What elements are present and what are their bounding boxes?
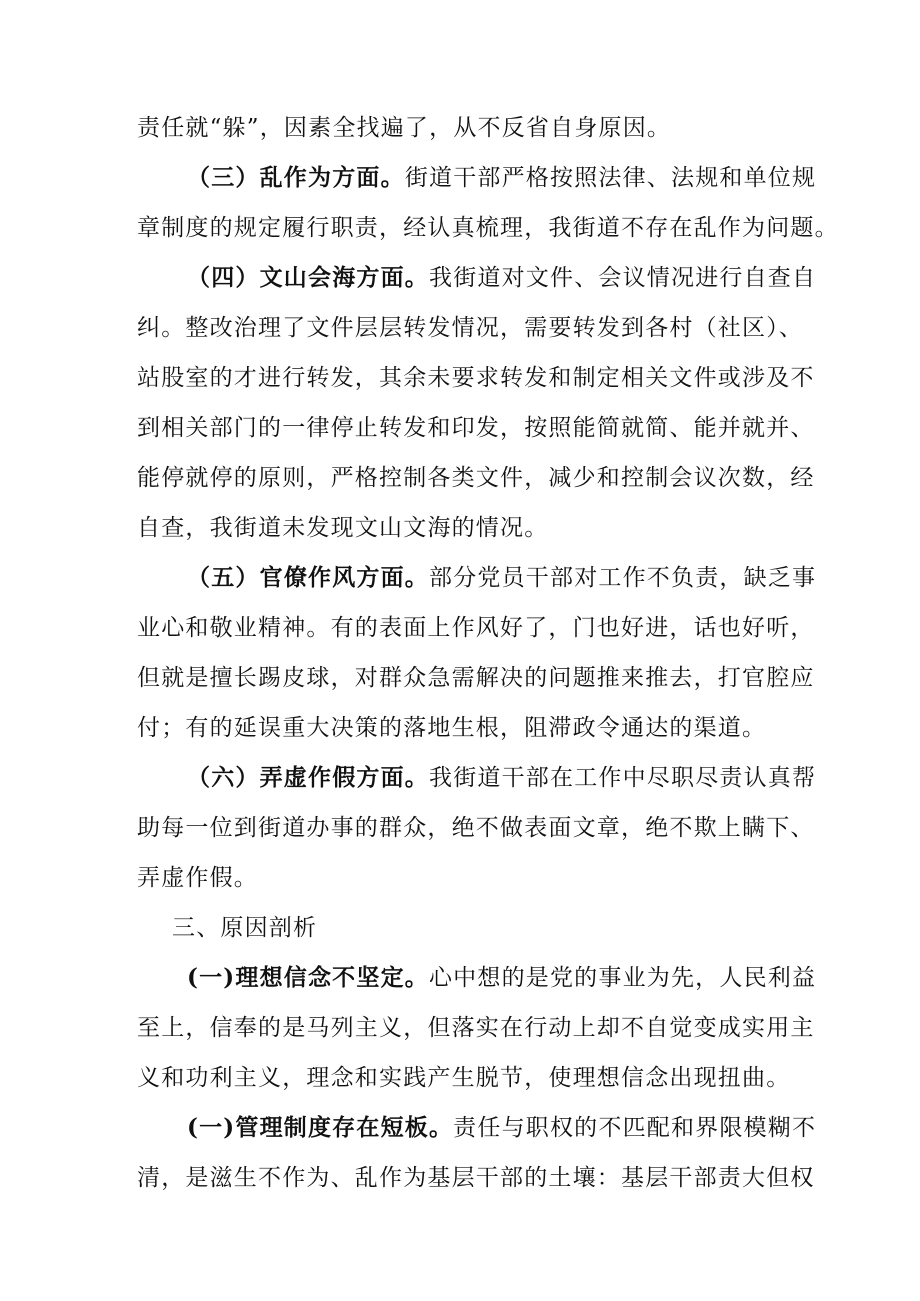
body-text: 自查，我街道未发现文山文海的情况。	[137, 515, 549, 541]
text-line	[0, 563, 920, 593]
text-line	[0, 213, 920, 243]
body-text: 能停就停的原则，严格控制各类文件，减少和控制会议次数，经	[137, 465, 815, 491]
section-heading: (一)理想信念不坚定。	[187, 964, 429, 991]
text-line	[0, 1063, 920, 1093]
text-line	[0, 163, 920, 193]
body-text: 我街道对文件、会议情况进行自查自	[429, 265, 817, 291]
text-line	[0, 313, 920, 343]
body-text: 心中想的是党的事业为先，人民利益	[428, 965, 817, 991]
body-text: 责任与职权的不匹配和界限模糊不	[453, 1115, 817, 1141]
text-line	[0, 113, 920, 143]
text-line	[0, 513, 920, 543]
text-line	[0, 913, 920, 943]
body-text: 但就是擅长踢皮球，对群众急需解决的问题推来推去，打官腔应	[137, 665, 815, 691]
section-heading: （四）文山会海方面。	[187, 264, 429, 291]
text-line	[0, 613, 920, 643]
text-line	[0, 363, 920, 393]
body-text: 弄虚作假。	[137, 865, 258, 891]
section-heading: （五）官僚作风方面。	[187, 564, 429, 591]
text-line	[0, 263, 920, 293]
body-text: 助每一位到街道办事的群众，绝不做表面文章，绝不欺上瞒下、	[137, 815, 815, 841]
body-text: 付；有的延误重大决策的落地生根，阻滞政令通达的渠道。	[137, 715, 767, 741]
body-text: 章制度的规定履行职责，经认真梳理，我街道不存在乱作为问题。	[137, 215, 839, 241]
body-text: 清，是滋生不作为、乱作为基层干部的土壤：基层干部责大但权	[137, 1165, 815, 1191]
text-line	[0, 713, 920, 743]
text-line	[0, 763, 920, 793]
text-line	[0, 413, 920, 443]
body-text: 站股室的才进行转发，其余未要求转发和制定相关文件或涉及不	[137, 365, 815, 391]
body-text: 至上，信奉的是马列主义，但落实在行动上却不自觉变成实用主	[137, 1015, 815, 1041]
body-text: 责任就“躲”，因素全找遍了，从不反省自身原因。	[137, 115, 672, 141]
text-line	[0, 463, 920, 493]
body-text: 部分党员干部对工作不负责，缺乏事	[429, 565, 817, 591]
body-text: 街道干部严格按照法律、法规和单位规	[404, 165, 817, 191]
body-text: 业心和敬业精神。有的表面上作风好了，门也好进，话也好听，	[137, 615, 815, 641]
text-line	[0, 1013, 920, 1043]
body-text: 到相关部门的一律停止转发和印发，按照能简就简、能并就并、	[137, 415, 815, 441]
body-text: 纠。整改治理了文件层层转发情况，需要转发到各村（社区）、	[137, 315, 804, 341]
text-line	[0, 813, 920, 843]
section-heading: （三）乱作为方面。	[187, 164, 405, 191]
text-line	[0, 1113, 920, 1143]
section-heading: (一)管理制度存在短板。	[187, 1114, 454, 1141]
body-text: 义和功利主义，理念和实践产生脱节，使理想信念出现扭曲。	[137, 1065, 791, 1091]
body-text: 三、原因剖析	[172, 915, 318, 941]
text-line	[0, 1163, 920, 1193]
text-line	[0, 863, 920, 893]
section-heading: （六）弄虚作假方面。	[187, 764, 429, 791]
text-line	[0, 663, 920, 693]
text-line	[0, 963, 920, 993]
body-text: 我街道干部在工作中尽职尽责认真帮	[429, 765, 817, 791]
